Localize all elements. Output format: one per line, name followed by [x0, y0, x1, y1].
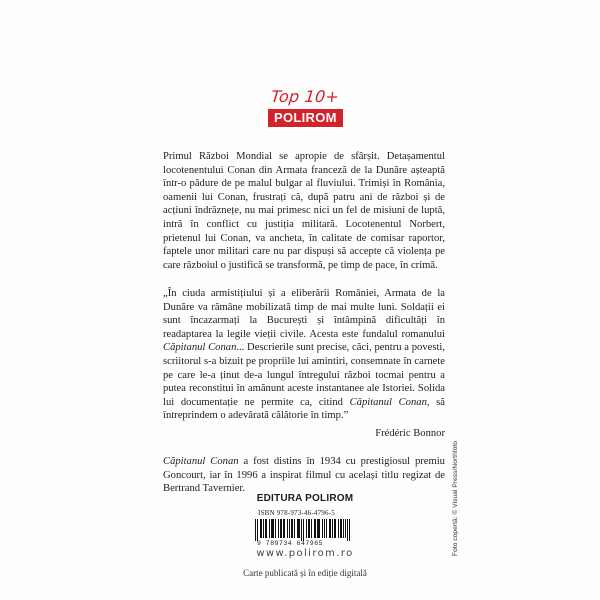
award-text: a fost distins în 1934 cu prestigiosul premiu Goncourt, iar în 1996 a inspirat filmul cu același titlu regizat de Bertrand Tavernier. — [163, 456, 445, 495]
quote-part-b: ... Descrierile sunt precise, căci, pentru a povesti, scriitorul s-a bizuit pe propriile lui amintiri, consemnate în carnete pe care le-a ținut de-a lungul întregului război tocmai pentru a putea reconstitui în amănunt aceste instantanee ale Istoriei. Solida lui documentație ne permite ca, citind — [163, 342, 445, 408]
quote-book-title-2: Căpitanul Conan — [349, 396, 427, 408]
quote-part-a: „În ciuda armistițiului și a eliberării României, Armata de la Dunăre va rămâne mobilizată timp de mai multe luni. Soldații ei sunt încazarmați la București și întâmpină dificultăți în readaptarea la legile vieții civile. Acesta este fundalul romanului — [163, 288, 445, 340]
blurb-paragraph-1 — [163, 150, 445, 272]
series-title: Top 10+ — [270, 87, 341, 106]
series-logo — [268, 88, 342, 127]
publisher-badge: POLIROM — [268, 109, 343, 127]
barcode-icon — [254, 519, 350, 541]
award-paragraph-text — [163, 455, 445, 496]
publisher-name: EDITURA POLIROM — [256, 493, 354, 504]
isbn-text: ISBN 978-973-46-4796-5 — [258, 509, 335, 517]
award-paragraph — [163, 455, 445, 496]
website-link[interactable]: www.polirom.ro — [256, 548, 354, 559]
barcode-digits: 9 789734 647965 — [257, 540, 324, 547]
photo-credit: Foto copertă: © Visual Press/Northfoto — [452, 440, 459, 556]
award-book-title: Căpitanul Conan — [163, 456, 239, 467]
quote-book-title-1: Căpitanul Conan — [163, 342, 237, 354]
quote-paragraph-text — [163, 287, 445, 423]
quote-part-c: , să întreprindem o adevărată călătorie în timp.” — [163, 396, 445, 422]
quote-attribution: Frédéric Bonnor — [375, 428, 445, 439]
barcode-box — [254, 509, 354, 547]
blurb-paragraph-1-text: Primul Război Mondial se apropie de sfârșit. Detașamentul locotenentului Conan din Armata franceză de la Dunăre așteaptă într-o pădure de pe malul bulgar al fluviului. Trimiși în România, oamenii lui Conan, frustrați că, după patru ani de război și de acțiuni îndrăznețe, nu mai primesc nici un fel de misiuni de luptă, intră în conflict cu justiția militară. Locotenentul Norbert, prietenul lui Conan, va ancheta, în calitate de comisar raportor, faptele unor militari care nu par dispuși să accepte că violența pe care războiul o justifică se transformă, pe timp de pace, în crimă. — [163, 151, 445, 271]
quote-paragraph — [163, 287, 445, 423]
edition-note: Carte publicată și în ediție digitală — [243, 568, 367, 578]
